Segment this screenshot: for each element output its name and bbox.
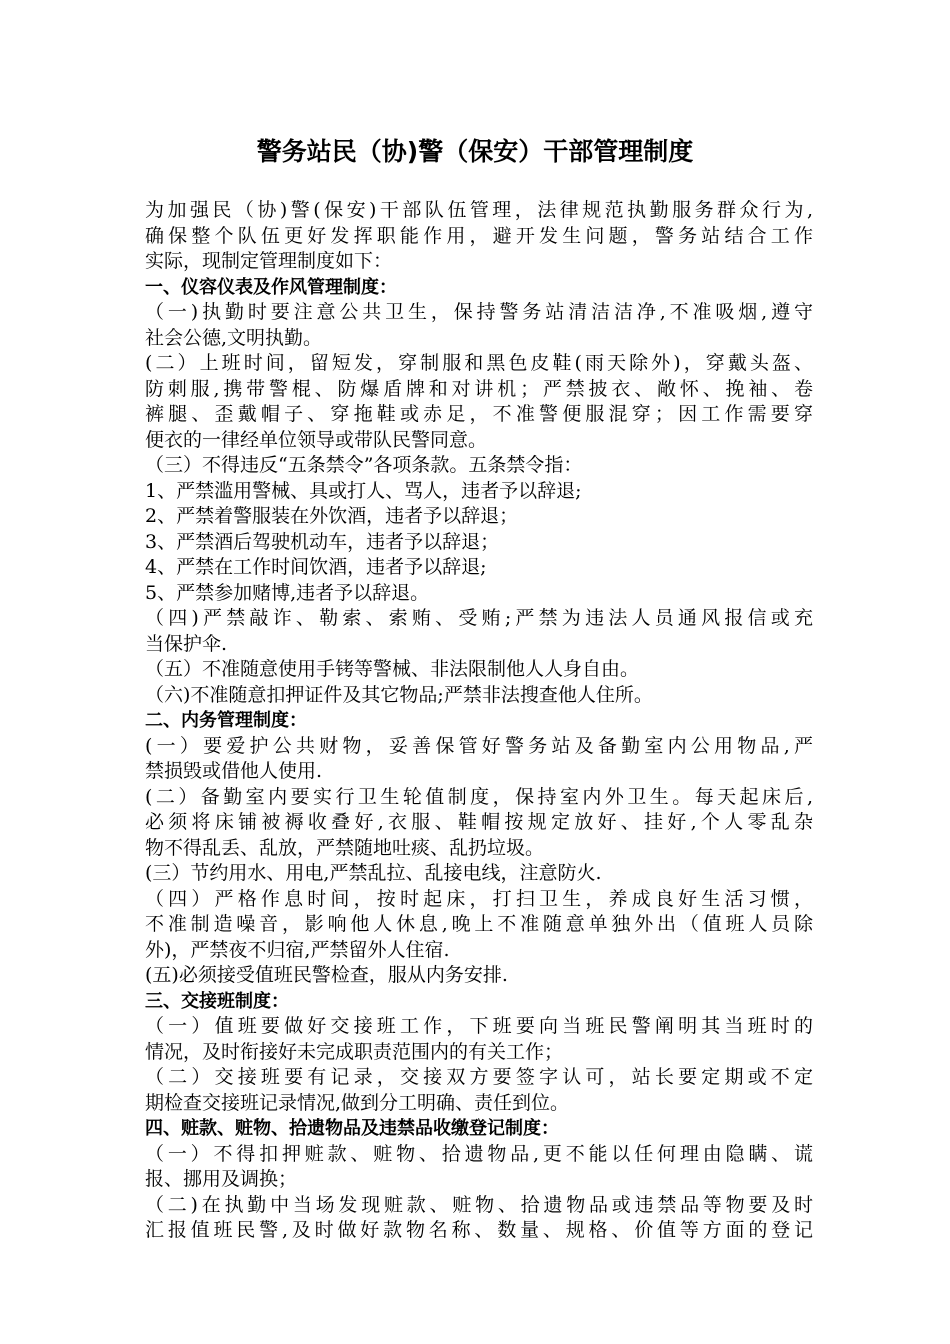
paragraph-line: 便衣的一律经单位领导或带队民警同意。 [145,428,488,451]
paragraph-line: (一）要爱护公共财物，妥善保管好警务站及备勤室内公用物品,严 [145,734,813,757]
paragraph-line: 汇报值班民警,及时做好款物名称、数量、规格、价值等方面的登记 [145,1219,813,1241]
paragraph-line: (二）上班时间，留短发，穿制服和黑色皮鞋(雨天除外)，穿戴头盔、 [145,352,813,374]
document-title: 警务站民（协)警（保安）干部管理制度 [256,137,694,166]
paragraph-line: (五)必须接受值班民警检查，服从内务安排. [145,964,508,986]
paragraph-line: （四)严禁敲诈、勒索、索贿、受贿;严禁为违法人员通风报信或充 [145,607,813,629]
paragraph-line: 情况，及时衔接好未完成职责范围内的有关工作； [145,1040,564,1063]
paragraph-line: 报、挪用及调换； [145,1168,298,1190]
paragraph-line: 期检查交接班记录情况,做到分工明确、责任到位。 [145,1091,570,1114]
paragraph-line: 禁损毁或借他人使用. [145,760,323,782]
paragraph-line: 2、严禁着警服装在外饮酒，违者予以辞退； [145,505,519,527]
paragraph-line: 社会公德,文明执勤。 [145,326,323,349]
paragraph-line: 确保整个队伍更好发挥职能作用，避开发生问题，警务站结合工作 [145,224,813,247]
paragraph-line: 当保护伞. [145,632,228,655]
paragraph-line: 1、严禁滥用警械、具或打人、骂人，违者予以辞退; [145,479,582,502]
paragraph-line: 防刺服,携带警棍、防爆盾牌和对讲机；严禁披衣、敞怀、挽袖、卷 [145,377,813,400]
paragraph-line: 为加强民（协)警(保安)干部队伍管理，法律规范执勤服务群众行为, [145,199,813,221]
paragraph-line: 外)，严禁夜不归宿,严禁留外人住宿. [145,938,450,961]
paragraph-line: 3、严禁酒后驾驶机动车，违者予以辞退； [145,530,500,553]
paragraph-line: 裤腿、歪戴帽子、穿拖鞋或赤足，不准警便服混穿；因工作需要穿 [145,403,813,425]
paragraph-line: 4、严禁在工作时间饮酒，违者予以辞退; [145,556,487,578]
section-heading: 四、赃款、赃物、拾遗物品及违禁品收缴登记制度： [145,1118,559,1139]
paragraph-line: 不准制造噪音，影响他人休息,晚上不准随意单独外出（值班人员除 [145,913,813,935]
paragraph-line: （一）值班要做好交接班工作，下班要向当班民警阐明其当班时的 [145,1015,813,1037]
paragraph-line: （二)在执勤中当场发现赃款、赃物、拾遗物品或违禁品等物要及时 [145,1193,813,1216]
paragraph-line: (三）节约用水、用电,严禁乱拉、乱接电线，注意防火. [145,862,602,884]
section-heading: 三、交接班制度： [145,990,289,1012]
paragraph-line: 必须将床铺被褥收叠好,衣服、鞋帽按规定放好、挂好,个人零乱杂 [145,811,813,833]
paragraph-line: （三）不得违反“五条禁令”各项条款。五条禁令指： [145,454,583,476]
paragraph-line: （四）严格作息时间，按时起床，打扫卫生，养成良好生活习惯， [145,887,813,910]
paragraph-line: （一)执勤时要注意公共卫生，保持警务站清洁洁净,不准吸烟,遵守 [145,301,813,323]
paragraph-line: （一）不得扣押赃款、赃物、拾遗物品,更不能以任何理由隐瞒、谎 [145,1142,813,1165]
document-body [145,198,813,1244]
section-heading: 一、仪容仪表及作风管理制度： [145,276,397,298]
section-heading: 二、内务管理制度： [145,710,307,731]
paragraph-line: （二）交接班要有记录，交接双方要签字认可，站长要定期或不定 [145,1066,813,1088]
paragraph-line: （六)不准随意扣押证件及其它物品;严禁非法搜查他人住所。 [145,683,653,706]
paragraph-line: 5、严禁参加赌博,违者予以辞退。 [145,581,430,604]
paragraph-line: 实际，现制定管理制度如下： [145,250,393,272]
paragraph-line: (二）备勤室内要实行卫生轮值制度，保持室内外卫生。每天起床后, [145,785,813,808]
paragraph-line: 物不得乱丢、乱放，严禁随地吐痰、乱扔垃圾。 [145,836,545,859]
paragraph-line: （五）不准随意使用手铐等警械、非法限制他人人身自由。 [145,658,640,680]
